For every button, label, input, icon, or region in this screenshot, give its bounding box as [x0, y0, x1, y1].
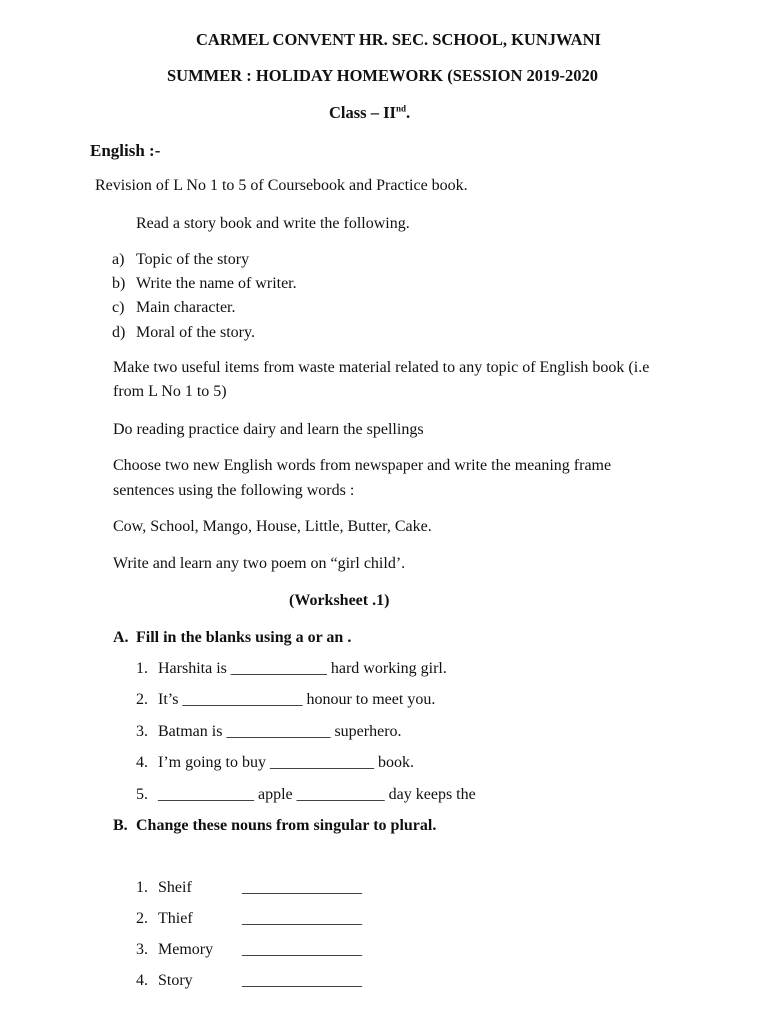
poem-text: Write and learn any two poem on “girl child’. — [113, 555, 406, 572]
list-text: Write the name of writer. — [136, 275, 297, 292]
section-a-marker: A. — [113, 629, 129, 646]
list-marker: 4. — [136, 972, 148, 989]
noun-word: Sheif — [158, 879, 192, 896]
revision-text: Revision of L No 1 to 5 of Coursebook and Practice book. — [95, 177, 468, 194]
section-a-heading: Fill in the blanks using a or an . — [136, 629, 352, 646]
homework-title: SUMMER : HOLIDAY HOMEWORK (SESSION 2019-2020 — [167, 66, 599, 85]
class-superscript: nd — [395, 103, 406, 114]
list-marker: 3. — [136, 941, 148, 958]
list-marker: 2. — [136, 691, 148, 708]
story-instruction: Read a story book and write the following. — [136, 215, 410, 232]
fill-blank-question: Harshita is ____________ hard working girl. — [158, 660, 447, 677]
list-marker: d) — [112, 324, 126, 341]
list-marker: 2. — [136, 910, 148, 927]
section-b-heading: Change these nouns from singular to plural. — [136, 817, 437, 834]
list-marker: b) — [112, 275, 126, 292]
fill-blank-question: It’s _______________ honour to meet you. — [158, 691, 436, 708]
class-label — [329, 103, 410, 123]
list-text: Moral of the story. — [136, 324, 255, 341]
fill-blank-question: I’m going to buy _____________ book. — [158, 754, 414, 771]
list-marker: 4. — [136, 754, 148, 771]
waste-material-text-line2: from L No 1 to 5) — [113, 383, 227, 400]
list-marker: 3. — [136, 723, 148, 740]
noun-word: Thief — [158, 910, 193, 927]
list-marker: 1. — [136, 879, 148, 896]
list-text: Topic of the story — [136, 251, 250, 268]
answer-blank: _______________ — [242, 910, 362, 927]
answer-blank: _______________ — [242, 972, 362, 989]
new-words-text-line2: sentences using the following words : — [113, 482, 355, 499]
list-marker: a) — [112, 251, 125, 268]
reading-practice-text: Do reading practice dairy and learn the spellings — [113, 421, 424, 438]
list-marker: 5. — [136, 786, 148, 803]
noun-word: Memory — [158, 941, 214, 958]
list-marker: c) — [112, 299, 125, 316]
fill-blank-question: Batman is _____________ superhero. — [158, 723, 402, 740]
words-list: Cow, School, Mango, House, Little, Butter, Cake. — [113, 518, 432, 535]
answer-blank: _______________ — [242, 879, 362, 896]
waste-material-text-line1: Make two useful items from waste material related to any topic of English book (i.e — [113, 359, 650, 376]
class-prefix: Class – II — [329, 103, 396, 122]
new-words-text-line1: Choose two new English words from newspaper and write the meaning frame — [113, 457, 612, 474]
list-text: Main character. — [136, 299, 236, 316]
class-suffix: . — [405, 103, 411, 122]
worksheet-title: (Worksheet .1) — [289, 592, 390, 609]
noun-word: Story — [158, 972, 193, 989]
answer-blank: _______________ — [242, 941, 362, 958]
section-b-marker: B. — [113, 817, 128, 834]
list-marker: 1. — [136, 660, 148, 677]
english-heading: English :- — [90, 141, 161, 160]
school-name: CARMEL CONVENT HR. SEC. SCHOOL, KUNJWANI — [196, 30, 601, 49]
fill-blank-question: ____________ apple ___________ day keeps the — [158, 786, 476, 803]
